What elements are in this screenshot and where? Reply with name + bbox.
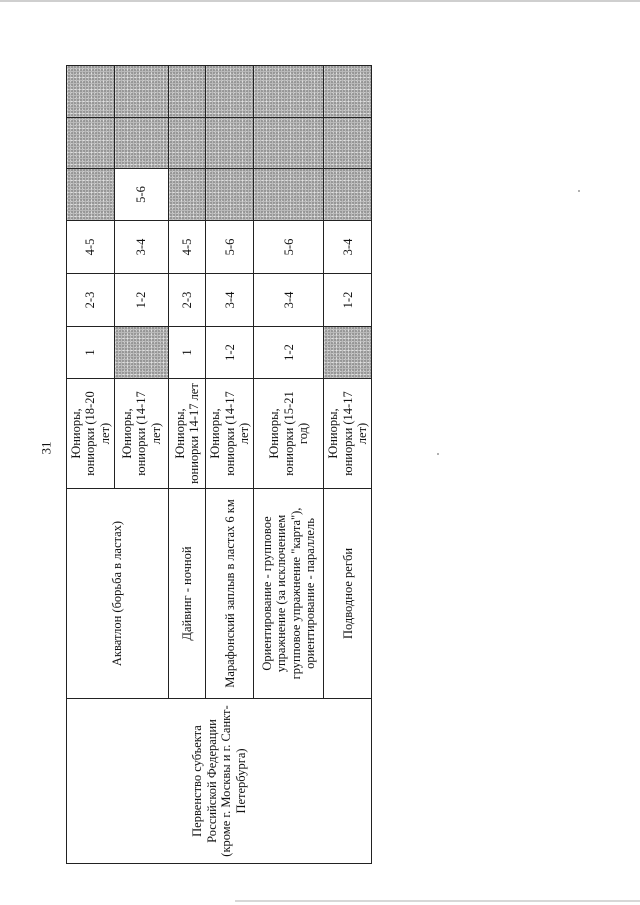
- shaded-cell: [115, 118, 169, 169]
- scan-speck: [437, 453, 439, 455]
- place-cell: 5-6: [206, 221, 254, 274]
- age-group-cell: Юниоры, юниорки (18-20 лет): [67, 379, 115, 489]
- discipline-cell: Марафонский заплыв в ластах 6 км: [206, 489, 254, 699]
- shaded-cell: [324, 169, 372, 221]
- shaded-cell: [324, 327, 372, 379]
- shaded-cell: [169, 169, 206, 221]
- age-group-cell: Юниоры, юниорки 14-17 лет: [169, 379, 206, 489]
- shaded-cell: [67, 118, 115, 169]
- age-group-cell: Юниоры, юниорки (14-17 лет): [115, 379, 169, 489]
- scan-top-edge: [0, 0, 640, 2]
- table-row: [67, 66, 115, 864]
- competition-category-cell: Первенство субъекта Российской Федерации (кроме г. Москвы и г. Санкт-Петербурга): [67, 699, 372, 864]
- place-cell: 1: [67, 327, 115, 379]
- discipline-cell: Дайвинг - ночной: [169, 489, 206, 699]
- place-cell: 2-3: [67, 274, 115, 327]
- shaded-cell: [254, 66, 324, 118]
- place-cell: 5-6: [254, 221, 324, 274]
- shaded-cell: [67, 169, 115, 221]
- results-table-container: [66, 66, 369, 864]
- place-cell: 1-2: [254, 327, 324, 379]
- place-cell: 3-4: [324, 221, 372, 274]
- shaded-cell: [206, 118, 254, 169]
- scan-speck: [578, 190, 580, 192]
- discipline-cell: Подводное регби: [324, 489, 372, 699]
- page-number: 31: [38, 441, 54, 455]
- place-cell: 4-5: [67, 221, 115, 274]
- place-cell: 4-5: [169, 221, 206, 274]
- shaded-cell: [67, 66, 115, 118]
- place-cell: 3-4: [254, 274, 324, 327]
- place-cell: 3-4: [115, 221, 169, 274]
- shaded-cell: [254, 169, 324, 221]
- discipline-cell: Акватлон (борьба в ластах): [67, 489, 169, 699]
- place-cell: 1-2: [324, 274, 372, 327]
- discipline-cell: Ориентирование - групповое упражнение (за исключением групповое упражнение "карта"), ориентирование - параллель: [254, 489, 324, 699]
- results-table: [66, 65, 372, 864]
- scan-bottom-line: [235, 900, 640, 902]
- shaded-cell: [206, 169, 254, 221]
- shaded-cell: [169, 118, 206, 169]
- shaded-cell: [169, 66, 206, 118]
- place-cell: 1-2: [115, 274, 169, 327]
- shaded-cell: [254, 118, 324, 169]
- age-group-cell: Юниоры, юниорки (14-17 лет): [324, 379, 372, 489]
- place-cell: 3-4: [206, 274, 254, 327]
- place-cell: 2-3: [169, 274, 206, 327]
- shaded-cell: [206, 66, 254, 118]
- place-cell: 1-2: [206, 327, 254, 379]
- shaded-cell: [115, 66, 169, 118]
- shaded-cell: [115, 327, 169, 379]
- age-group-cell: Юниоры, юниорки (15-21 год): [254, 379, 324, 489]
- shaded-cell: [324, 118, 372, 169]
- age-group-cell: Юниоры, юниорки (14-17 лет): [206, 379, 254, 489]
- place-cell: 1: [169, 327, 206, 379]
- shaded-cell: [324, 66, 372, 118]
- place-cell: 5-6: [115, 169, 169, 221]
